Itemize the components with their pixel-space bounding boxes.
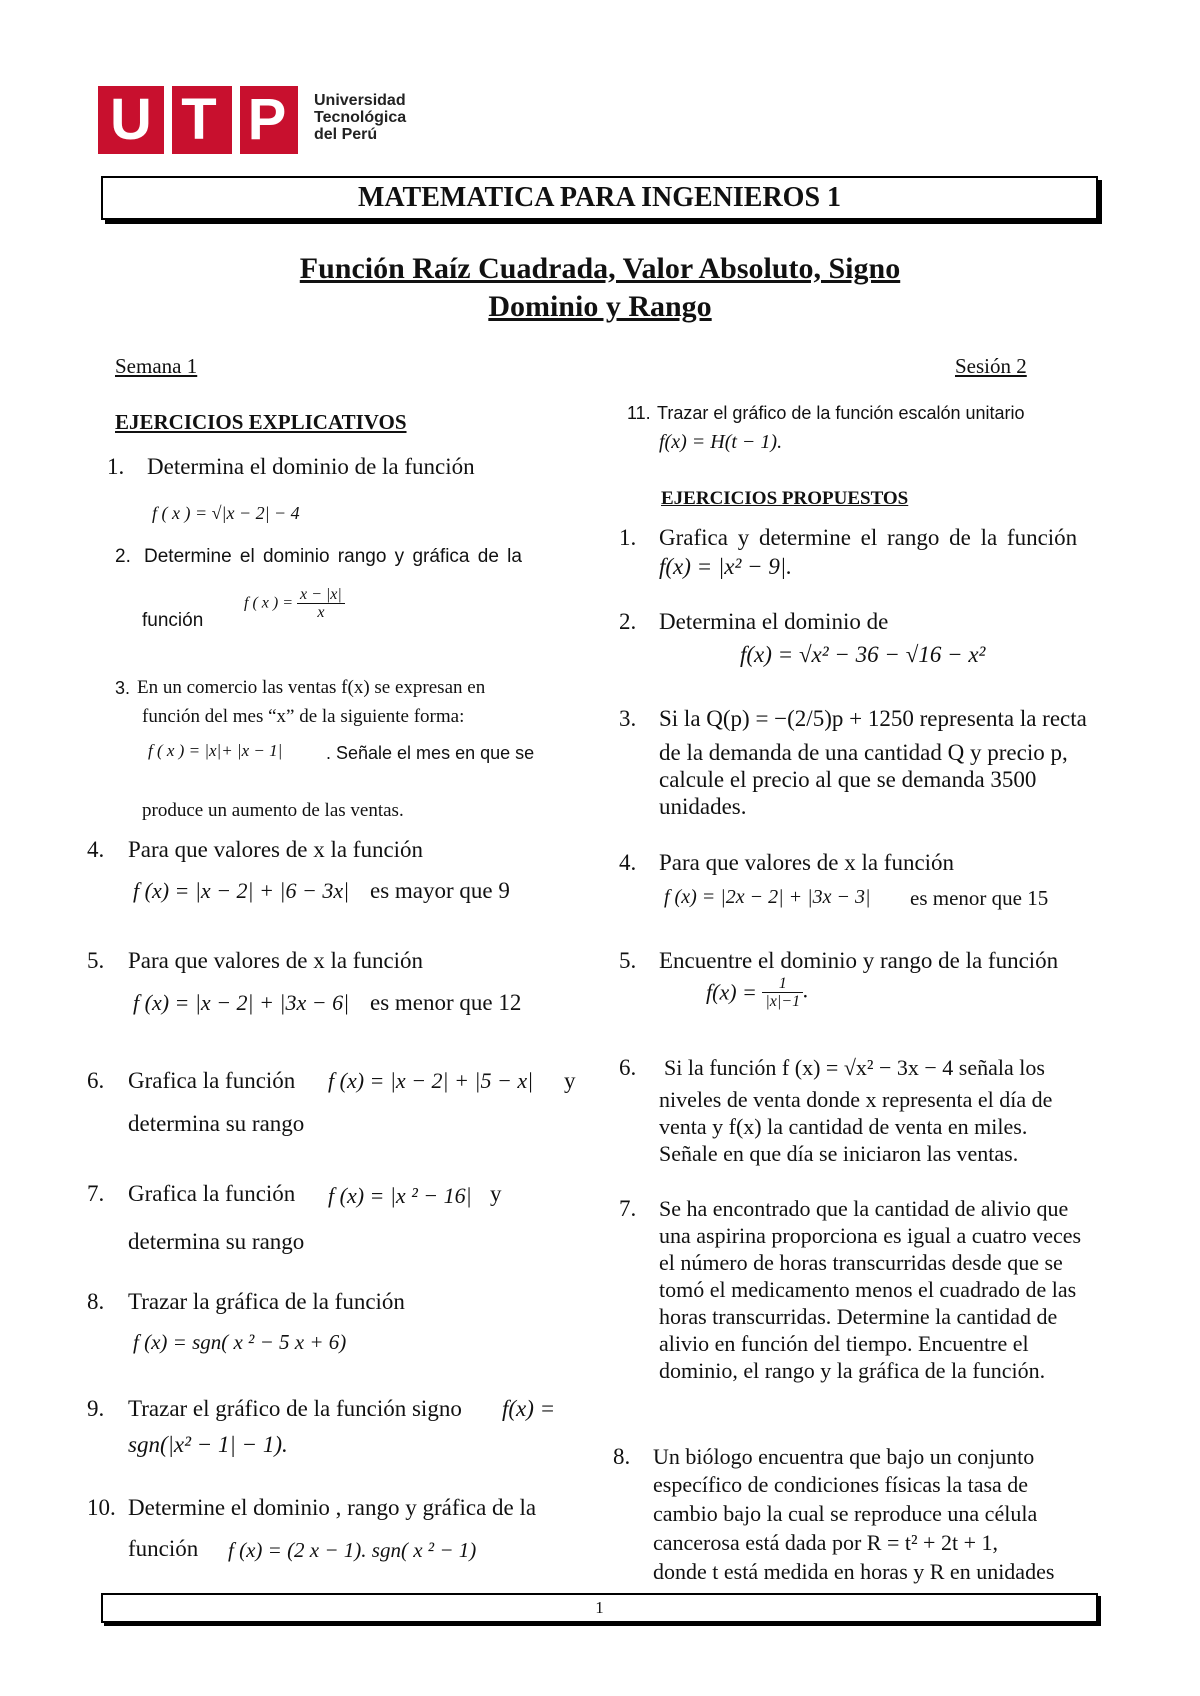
exercise-line: donde t está medida en horas y R en unidades — [653, 1559, 1055, 1584]
exercise-number: 10. — [87, 1495, 116, 1520]
exercise-text: función del mes “x” de la siguiente forma: — [142, 706, 465, 727]
exercise-line: Señale en que día se iniciaron las ventas. — [659, 1141, 1019, 1166]
logo-separator — [164, 86, 172, 154]
exercise-number: 2. — [115, 546, 131, 567]
exercise-number: 3. — [619, 706, 637, 731]
subtitle-line1: Función Raíz Cuadrada, Valor Absoluto, Signo — [299, 252, 901, 285]
exercise-number: 5. — [87, 948, 105, 973]
exercise-text: Para que valores de x la función — [659, 850, 955, 875]
logo-letter-p: P — [247, 87, 287, 152]
fraction-numerator: 1 — [762, 975, 803, 993]
exercise-formula: f(x) = |x² − 9|. — [659, 554, 792, 579]
exercise-line: tomó el medicamento menos el cuadrado de las — [659, 1277, 1077, 1302]
exercise-line: alivio en función del tiempo. Encuentre el — [659, 1331, 1029, 1356]
exercise-formula: f ( x ) = √|x − 2| − 4 — [152, 503, 300, 523]
exercise-formula: f (x) = (2 x − 1). sgn( x ² − 1) — [228, 1538, 477, 1562]
exercise-text: Para que valores de x la función — [128, 948, 424, 973]
exercise-number: 8. — [613, 1444, 631, 1469]
exercise-number: 4. — [87, 837, 105, 862]
exercise-tail: y — [564, 1068, 576, 1093]
exercise-formula: f (x) = sgn( x ² − 5 x + 6) — [133, 1330, 347, 1354]
exercise-formula — [706, 975, 809, 1010]
exercise-number: 8. — [87, 1289, 105, 1314]
fraction-numerator: x − |x| — [297, 586, 345, 604]
exercise-line: de la demanda de una cantidad Q y precio p, — [659, 740, 1068, 765]
exercise-text: función — [128, 1536, 199, 1561]
exercise-number: 6. — [619, 1055, 637, 1080]
formula-lhs: f ( x ) = — [244, 594, 293, 612]
exercise-text: determina su rango — [128, 1229, 305, 1254]
logo-letter-t: T — [181, 87, 217, 152]
exercise-line: Si la Q(p) = −(2/5)p + 1250 representa la recta — [659, 706, 1087, 731]
exercise-formula: f ( x ) = |x|+ |x − 1| — [148, 741, 283, 760]
exercise-tail: y — [490, 1181, 502, 1206]
subtitle-line2: Dominio y Rango — [488, 290, 712, 323]
exercise-tail: es mayor que 9 — [370, 878, 510, 903]
page-number: 1 — [101, 1593, 1098, 1623]
exercise-text: Determine el dominio rango y gráfica de la — [144, 546, 522, 567]
exercise-line: el número de horas transcurridas desde que se — [659, 1250, 1063, 1275]
exercise-formula: f(x) = — [502, 1396, 556, 1421]
formula-tail: . — [803, 977, 809, 1003]
logo-separator — [232, 86, 240, 154]
exercise-number: 9. — [87, 1396, 105, 1421]
exercise-line: niveles de venta donde x representa el día de — [659, 1087, 1053, 1112]
course-title: MATEMATICA PARA INGENIEROS 1 — [101, 176, 1098, 220]
exercise-text: Determine el dominio , rango y gráfica de la — [128, 1495, 537, 1520]
utp-logo — [98, 86, 298, 154]
fraction-denominator: |x|−1 — [765, 993, 801, 1010]
exercise-text: Grafica la función — [128, 1181, 296, 1206]
exercise-tail: es menor que 15 — [910, 886, 1049, 910]
logo-line: del Perú — [314, 126, 378, 143]
exercise-number: 1. — [619, 525, 637, 550]
exercise-line: específico de condiciones físicas la tasa de — [653, 1472, 1029, 1497]
exercise-number: 2. — [619, 609, 637, 634]
formula-lhs: f(x) = — [706, 979, 757, 1005]
week-label: Semana 1 — [115, 354, 198, 378]
exercise-formula: f(x) = H(t − 1). — [659, 431, 783, 453]
exercise-text: . Señale el mes en que se — [326, 743, 535, 763]
exercise-number: 7. — [87, 1181, 105, 1206]
logo-letter-u: U — [110, 87, 152, 152]
logo-line: Universidad — [314, 92, 406, 109]
explicativos-heading: EJERCICIOS EXPLICATIVOS — [115, 410, 407, 434]
exercise-text: Grafica la función — [128, 1068, 296, 1093]
exercise-text: Trazar el gráfico de la función escalón unitario — [657, 403, 1025, 423]
exercise-text: produce un aumento de las ventas. — [142, 800, 404, 821]
exercise-formula: f (x) = |x ² − 16| — [328, 1183, 472, 1208]
exercise-line: calcule el precio al que se demanda 3500 — [659, 767, 1037, 792]
logo-line: Tecnológica — [314, 109, 407, 126]
exercise-text: Trazar el gráfico de la función signo — [128, 1396, 462, 1421]
exercise-number: 1. — [107, 454, 125, 479]
session-label: Sesión 2 — [955, 354, 1027, 378]
logo-wordmark — [314, 92, 406, 143]
exercise-line: horas transcurridas. Determine la cantidad de — [659, 1304, 1058, 1329]
exercise-line: Un biólogo encuentra que bajo un conjunto — [653, 1444, 1035, 1469]
exercise-text: función — [142, 610, 204, 631]
exercise-formula: f (x) = |x − 2| + |3x − 6| — [133, 990, 350, 1015]
exercise-text: Trazar la gráfica de la función — [128, 1289, 405, 1314]
exercise-text: Determina el dominio de la función — [147, 454, 475, 479]
exercise-number: 3. — [115, 678, 131, 698]
exercise-number: 4. — [619, 850, 637, 875]
exercise-text: determina su rango — [128, 1111, 305, 1136]
exercise-text: Para que valores de x la función — [128, 837, 424, 862]
exercise-line: cambio bajo la cual se reproduce una célula — [653, 1501, 1038, 1526]
exercise-number: 5. — [619, 948, 637, 973]
fraction — [297, 586, 345, 621]
exercise-line: venta y f(x) la cantidad de venta en miles. — [659, 1114, 1028, 1139]
exercise-text: Determina el dominio de — [659, 609, 889, 634]
exercise-formula — [244, 586, 345, 621]
exercise-line: Si la función f (x) = √x² − 3x − 4 señala los — [664, 1055, 1045, 1080]
exercise-line: dominio, el rango y la gráfica de la función. — [659, 1358, 1046, 1383]
fraction-denominator: x — [317, 604, 325, 621]
fraction — [762, 975, 803, 1010]
exercise-line: una aspirina proporciona es igual a cuatro veces — [659, 1223, 1082, 1248]
exercise-number: 7. — [619, 1196, 637, 1221]
exercise-formula: sgn(|x² − 1| − 1). — [128, 1432, 288, 1457]
exercise-formula: f (x) = |x − 2| + |5 − x| — [328, 1068, 534, 1093]
exercise-text: Grafica y determine el rango de la función — [659, 525, 1078, 550]
exercise-text: Encuentre el dominio y rango de la función — [659, 948, 1059, 973]
exercise-formula: f(x) = √x² − 36 − √16 − x² — [740, 642, 986, 667]
exercise-line: cancerosa está dada por R = t² + 2t + 1, — [653, 1530, 998, 1555]
exercise-line: unidades. — [659, 794, 747, 819]
exercise-text: En un comercio las ventas f(x) se expresan en — [137, 677, 486, 698]
exercise-formula: f (x) = |2x − 2| + |3x − 3| — [664, 886, 871, 908]
exercise-tail: es menor que 12 — [370, 990, 522, 1015]
propuestos-heading: EJERCICIOS PROPUESTOS — [661, 488, 909, 509]
exercise-number: 6. — [87, 1068, 105, 1093]
exercise-number: 11. — [627, 403, 651, 423]
exercise-line: Se ha encontrado que la cantidad de alivio que — [659, 1196, 1069, 1221]
exercise-formula: f (x) = |x − 2| + |6 − 3x| — [133, 878, 350, 903]
